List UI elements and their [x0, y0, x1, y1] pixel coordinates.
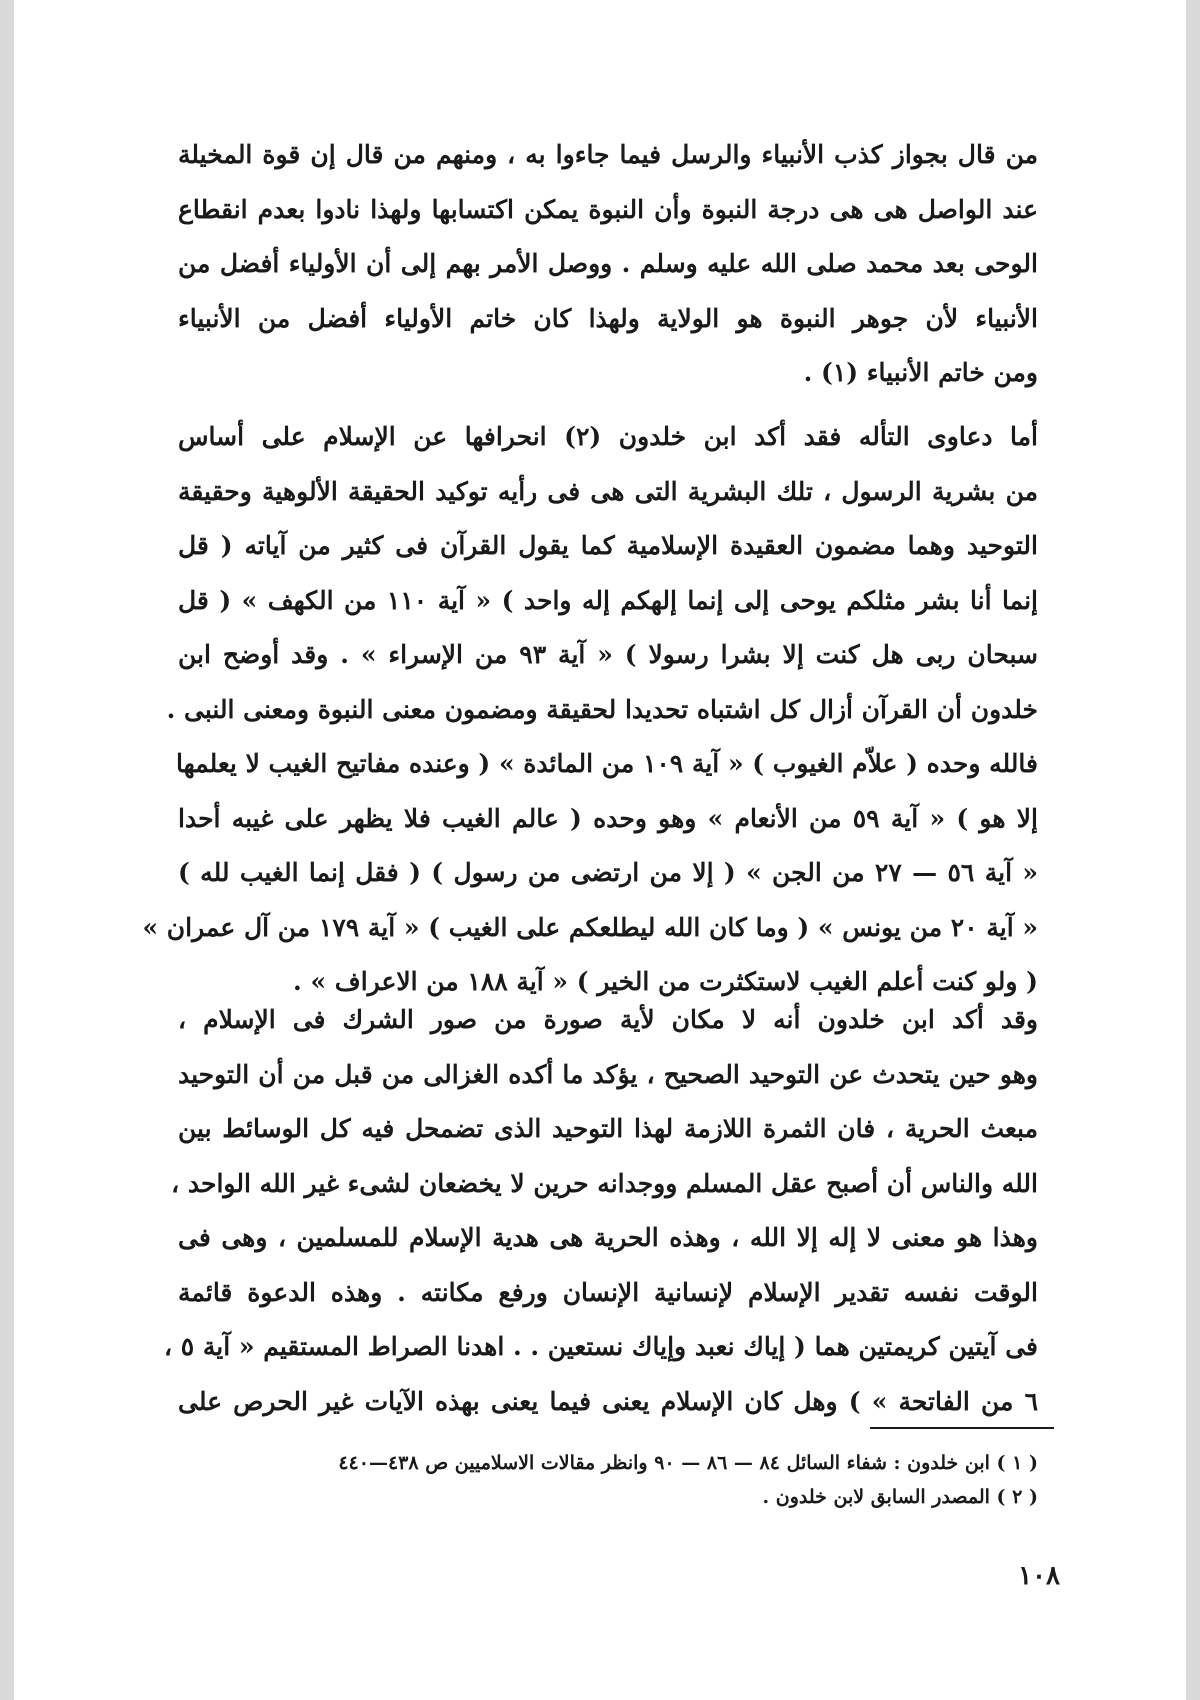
- text-line: مبعث الحرية ، فان الثمرة اللازمة لهذا التوحيد الذى تضمحل فيه كل الوسائط بين: [178, 1114, 1038, 1143]
- text-line: وقد أكد ابن خلدون أنه لا مكان لأية صورة من صور الشرك فى الإسلام ،: [178, 1005, 1038, 1034]
- text-line: إنما أنا بشر مثلكم يوحى إلى إنما إلهكم إله واحد ) « آية ١١٠ من الكهف » ( قل: [178, 585, 1038, 615]
- paragraph-3: [163, 993, 1038, 1429]
- paragraph-1: [178, 128, 1038, 401]
- footnote-2: ( ٢ ) المصدر السابق لابن خلدون .: [762, 1486, 1038, 1508]
- text-line: الوقت نفسه تقدير الإسلام لإنسانية الإنسان ورفع مكانته . وهذه الدعوة قائمة: [178, 1277, 1038, 1307]
- scan-border-left: [0, 0, 14, 1700]
- text-line: ( ولو كنت أعلم الغيب لاستكثرت من الخير ) « آية ١٨٨ من الاعراف » .: [293, 967, 1038, 996]
- text-line: فى آيتين كريمتين هما ( إياك نعبد وإياك نستعين . . اهدنا الصراط المستقيم « آية ٥ ،: [163, 1332, 1038, 1361]
- page-number: ١٠٨: [1018, 1561, 1060, 1591]
- footnote-1: ( ١ ) ابن خلدون : شفاء السائل ٨٤ — ٨٦ — ٩٠ وانظر مقالات الاسلاميين ص ٤٣٨—٤٤٠: [338, 1452, 1038, 1474]
- text-line: خلدون أن القرآن أزال كل اشتباه تحديدا لحقيقة ومضمون معنى النبوة ومعنى النبى .: [166, 694, 1038, 724]
- text-line: فالله وحده ( علاّم الغيوب ) « آية ١٠٩ من المائدة » ( وعنده مفاتيح الغيب لا يعلمها: [176, 749, 1038, 778]
- text-line: « آية ٢٠ من يونس » ( وما كان الله ليطلعكم على الغيب ) « آية ١٧٩ من آل عمران »: [142, 912, 1038, 942]
- footnotes: [178, 1446, 1038, 1514]
- paragraph-2: [142, 410, 1038, 1010]
- footnote-divider: [870, 1427, 1054, 1429]
- text-line: من بشرية الرسول ، تلك البشرية التى هى فى رأيه توكيد الحقيقة الألوهية وحقيقة: [178, 476, 1038, 506]
- text-line: الله والناس أن أصبح عقل المسلم ووجدانه حرين لا يخضعان لشىء غير الله الواحد ،: [171, 1168, 1038, 1198]
- text-line: أما دعاوى التأله فقد أكد ابن خلدون (٢) انحرافها عن الإسلام على أساس: [178, 422, 1038, 451]
- scan-border-right: [1186, 0, 1200, 1700]
- text-line: الوحى بعد محمد صلى الله عليه وسلم . ووصل الأمر بهم إلى أن الأولياء أفضل من: [178, 249, 1038, 278]
- text-line: ومن خاتم الأنبياء (١) .: [803, 358, 1038, 387]
- text-line: عند الواصل هى هى درجة النبوة وأن النبوة يمكن اكتسابها ولهذا نادوا بعدم انقطاع: [178, 194, 1038, 224]
- text-line: « آية ٥٦ — ٢٧ من الجن » ( إلا من ارتضى من رسول ) ( فقل إنما الغيب لله ): [178, 858, 1038, 887]
- text-line: التوحيد وهما مضمون العقيدة الإسلامية كما يقول القرآن فى كثير من آياته ( قل: [178, 531, 1038, 560]
- text-line: وهذا هو معنى لا إله إلا الله ، وهذه الحرية هى هدية الإسلام للمسلمين ، وهى فى: [178, 1223, 1038, 1252]
- text-line: سبحان ربى هل كنت إلا بشرا رسولا ) « آية ٩٣ من الإسراء » . وقد أوضح ابن: [178, 640, 1038, 669]
- text-line: إلا هو ) « آية ٥٩ من الأنعام » وهو وحده ( عالم الغيب فلا يظهر على غيبه أحدا: [178, 803, 1038, 833]
- text-line: الأنبياء لأن جوهر النبوة هو الولاية ولهذا كان خاتم الأولياء أفضل من الأنبياء: [178, 303, 1038, 333]
- text-line: من قال بجواز كذب الأنبياء والرسل فيما جاءوا به ، ومنهم من قال إن قوة المخيلة: [178, 140, 1038, 169]
- text-line: وهو حين يتحدث عن التوحيد الصحيح ، يؤكد ما أكده الغزالى من قبل من أن التوحيد: [178, 1059, 1038, 1089]
- text-line: ٦ من الفاتحة » ) وهل كان الإسلام يعنى فيما يعنى بهذه الآيات غير الحرص على: [178, 1386, 1038, 1416]
